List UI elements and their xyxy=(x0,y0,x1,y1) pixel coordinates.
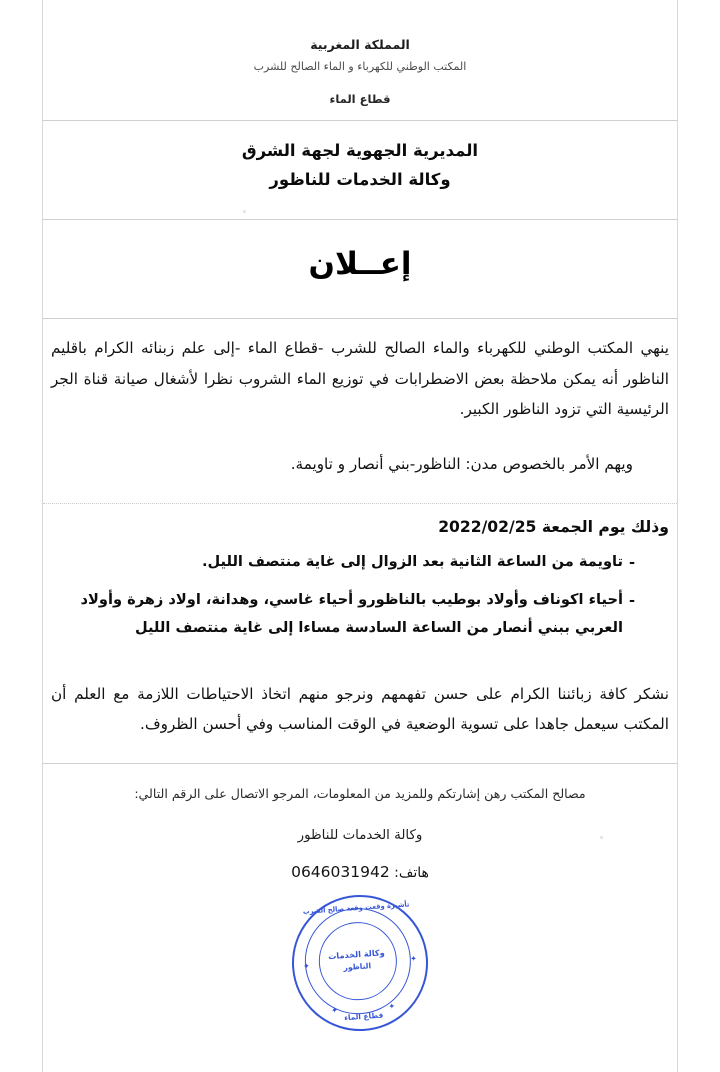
official-stamp-icon xyxy=(287,891,432,1036)
contact-phone-line xyxy=(43,863,677,881)
stamp-star-icon: ✦ xyxy=(388,1002,396,1012)
outage-date-value: 2022/02/25 xyxy=(438,518,537,537)
outage-schedule-list xyxy=(43,540,677,656)
list-item xyxy=(51,548,669,577)
bullet-dash-icon: - xyxy=(628,554,636,572)
stamp-arc-top-text: تأشيرة وقعت وقعة صالح الشرب xyxy=(302,900,410,917)
stamp-star-icon: ✦ xyxy=(409,954,418,964)
document-sheet xyxy=(43,0,677,1072)
stamp-core xyxy=(316,920,397,1001)
document-content xyxy=(43,0,677,1061)
title-block xyxy=(43,220,677,304)
scan-edge-right xyxy=(677,0,678,1072)
stamp-inner-line-1: وكالة الخدمات xyxy=(327,947,386,962)
body-paragraph-block xyxy=(43,319,677,430)
directorate-regional: المديرية الجهوية لجهة الشرق xyxy=(241,141,479,161)
outage-date-label: وذلك يوم الجمعة xyxy=(541,518,669,537)
schedule-item-text: أحياء اكوناف وأولاد بوطيب بالناظورو أحياء غاسي، وهدانة، اولاد زهرة وأولاد العربي ببني أنصار من الساعة السادسة مساءا إلى غاية منتصف الليل xyxy=(80,590,623,637)
letterhead-office: المكتب الوطني للكهرباء و الماء الصالح للشرب xyxy=(253,59,467,73)
directorate-agency: وكالة الخدمات للناظور xyxy=(269,170,451,190)
closing-paragraph-block xyxy=(43,657,677,750)
affected-cities-line: ويهم الأمر بالخصوص مدن: الناظور-بني أنصار و تاويمة. xyxy=(290,455,633,474)
stamp-star-icon: ✦ xyxy=(330,1006,339,1016)
stamp-arc-bottom-text: قطاع الماء xyxy=(343,1010,384,1023)
contact-phone-number: 0646031942 xyxy=(291,863,390,882)
outage-date-line xyxy=(43,504,677,540)
stamp-star-icon: ✦ xyxy=(302,961,311,972)
bullet-dash-icon: - xyxy=(628,591,636,609)
contact-agency-name: وكالة الخدمات للناظور xyxy=(297,828,423,844)
contact-block xyxy=(43,764,677,881)
stamp-inner-line-2: الناظور xyxy=(343,961,372,973)
letterhead xyxy=(43,0,677,106)
list-item xyxy=(51,586,669,643)
schedule-item-text: تاويمة من الساعة الثانية بعد الزوال إلى غاية منتصف الليل. xyxy=(201,553,623,571)
contact-availability-text: مصالح المكتب رهن إشارتكم وللمزيد من المعلومات، المرجو الاتصال على الرقم التالي: xyxy=(134,786,586,802)
letterhead-kingdom: المملكة المغربية xyxy=(310,37,410,52)
contact-phone-label: هاتف: xyxy=(394,865,429,882)
page-title: إعــلان xyxy=(308,246,412,283)
letterhead-sector: قطاع الماء xyxy=(329,92,391,107)
stamp-area xyxy=(43,881,677,1061)
closing-paragraph: نشكر كافة زبائننا الكرام على حسن تفهمهم ونرجو منهم اتخاذ الاحتياطات اللازمة مع العلم أن المكتب سيعمل جاهدا على تسوية الوضعية في الوقت المناسب وفي أحسن الظروف. xyxy=(51,684,669,734)
body-paragraph: ينهي المكتب الوطني للكهرباء والماء الصالح للشرب -قطاع الماء -إلى علم زبنائه الكرام باقليم الناظور أنه يمكن ملاحظة بعض الاضطرابات في توزيع الماء الشروب نظرا لأشغال صيانة قناة الجر الرئيسية التي تزود الناظور الكبير. xyxy=(51,339,669,418)
directorate-block xyxy=(43,121,677,209)
